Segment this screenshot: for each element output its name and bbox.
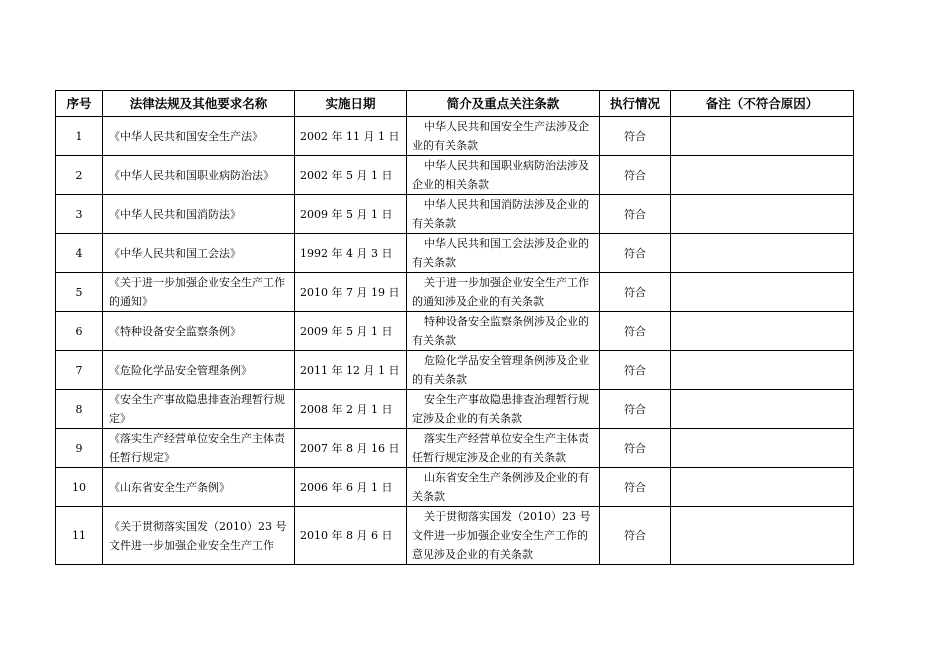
cell-name: 《特种设备安全监察条例》: [103, 312, 295, 351]
cell-index: 5: [56, 273, 103, 312]
cell-name: 《关于贯彻落实国发（2010）23 号文件进一步加强企业安全生产工作: [103, 507, 295, 565]
cell-status: 符合: [600, 273, 671, 312]
cell-note: [671, 156, 854, 195]
cell-desc: 中华人民共和国工会法涉及企业的有关条款: [407, 234, 600, 273]
cell-index: 2: [56, 156, 103, 195]
cell-index: 11: [56, 507, 103, 565]
table-row: [56, 234, 854, 273]
cell-date: 2007 年 8 月 16 日: [295, 429, 407, 468]
cell-date: 2009 年 5 月 1 日: [295, 312, 407, 351]
cell-status: 符合: [600, 195, 671, 234]
table-row: [56, 468, 854, 507]
table-header-row: [56, 91, 854, 117]
table-row: [56, 390, 854, 429]
cell-status: 符合: [600, 429, 671, 468]
cell-note: [671, 468, 854, 507]
cell-index: 4: [56, 234, 103, 273]
table-row: [56, 351, 854, 390]
cell-index: 7: [56, 351, 103, 390]
header-index: 序号: [56, 91, 103, 117]
table-row: [56, 507, 854, 565]
cell-date: 2011 年 12 月 1 日: [295, 351, 407, 390]
cell-note: [671, 429, 854, 468]
cell-status: 符合: [600, 156, 671, 195]
cell-name: 《中华人民共和国职业病防治法》: [103, 156, 295, 195]
cell-index: 1: [56, 117, 103, 156]
table-row: [56, 195, 854, 234]
cell-date: 2010 年 7 月 19 日: [295, 273, 407, 312]
cell-note: [671, 507, 854, 565]
cell-desc: 落实生产经营单位安全生产主体责任暂行规定涉及企业的有关条款: [407, 429, 600, 468]
header-desc: 简介及重点关注条款: [407, 91, 600, 117]
cell-name: 《安全生产事故隐患排查治理暂行规定》: [103, 390, 295, 429]
table-row: [56, 429, 854, 468]
regulations-table: [55, 90, 854, 565]
table-row: [56, 273, 854, 312]
cell-desc: 中华人民共和国职业病防治法涉及企业的相关条款: [407, 156, 600, 195]
cell-date: 2009 年 5 月 1 日: [295, 195, 407, 234]
cell-desc: 关于贯彻落实国发（2010）23 号文件进一步加强企业安全生产工作的意见涉及企业的有关条款: [407, 507, 600, 565]
cell-index: 8: [56, 390, 103, 429]
cell-index: 6: [56, 312, 103, 351]
cell-index: 3: [56, 195, 103, 234]
table-row: [56, 312, 854, 351]
cell-note: [671, 234, 854, 273]
cell-desc: 特种设备安全监察条例涉及企业的有关条款: [407, 312, 600, 351]
cell-name: 《危险化学品安全管理条例》: [103, 351, 295, 390]
cell-desc: 中华人民共和国安全生产法涉及企业的有关条款: [407, 117, 600, 156]
cell-note: [671, 273, 854, 312]
cell-name: 《关于进一步加强企业安全生产工作的通知》: [103, 273, 295, 312]
cell-date: 2002 年 11 月 1 日: [295, 117, 407, 156]
cell-status: 符合: [600, 312, 671, 351]
cell-desc: 关于进一步加强企业安全生产工作的通知涉及企业的有关条款: [407, 273, 600, 312]
table-row: [56, 117, 854, 156]
cell-name: 《中华人民共和国工会法》: [103, 234, 295, 273]
cell-status: 符合: [600, 507, 671, 565]
header-note: 备注（不符合原因）: [671, 91, 854, 117]
cell-name: 《落实生产经营单位安全生产主体责任暂行规定》: [103, 429, 295, 468]
cell-note: [671, 390, 854, 429]
cell-index: 9: [56, 429, 103, 468]
cell-status: 符合: [600, 351, 671, 390]
cell-name: 《中华人民共和国消防法》: [103, 195, 295, 234]
header-date: 实施日期: [295, 91, 407, 117]
cell-date: 2006 年 6 月 1 日: [295, 468, 407, 507]
cell-status: 符合: [600, 390, 671, 429]
table-row: [56, 156, 854, 195]
cell-name: 《山东省安全生产条例》: [103, 468, 295, 507]
cell-index: 10: [56, 468, 103, 507]
cell-note: [671, 117, 854, 156]
cell-desc: 山东省安全生产条例涉及企业的有关条款: [407, 468, 600, 507]
cell-desc: 危险化学品安全管理条例涉及企业的有关条款: [407, 351, 600, 390]
cell-name: 《中华人民共和国安全生产法》: [103, 117, 295, 156]
header-name: 法律法规及其他要求名称: [103, 91, 295, 117]
cell-desc: 安全生产事故隐患排查治理暂行规定涉及企业的有关条款: [407, 390, 600, 429]
cell-date: 2008 年 2 月 1 日: [295, 390, 407, 429]
cell-note: [671, 195, 854, 234]
cell-note: [671, 351, 854, 390]
cell-note: [671, 312, 854, 351]
cell-date: 1992 年 4 月 3 日: [295, 234, 407, 273]
header-status: 执行情况: [600, 91, 671, 117]
cell-date: 2002 年 5 月 1 日: [295, 156, 407, 195]
cell-status: 符合: [600, 117, 671, 156]
cell-status: 符合: [600, 468, 671, 507]
cell-status: 符合: [600, 234, 671, 273]
cell-date: 2010 年 8 月 6 日: [295, 507, 407, 565]
cell-desc: 中华人民共和国消防法涉及企业的有关条款: [407, 195, 600, 234]
